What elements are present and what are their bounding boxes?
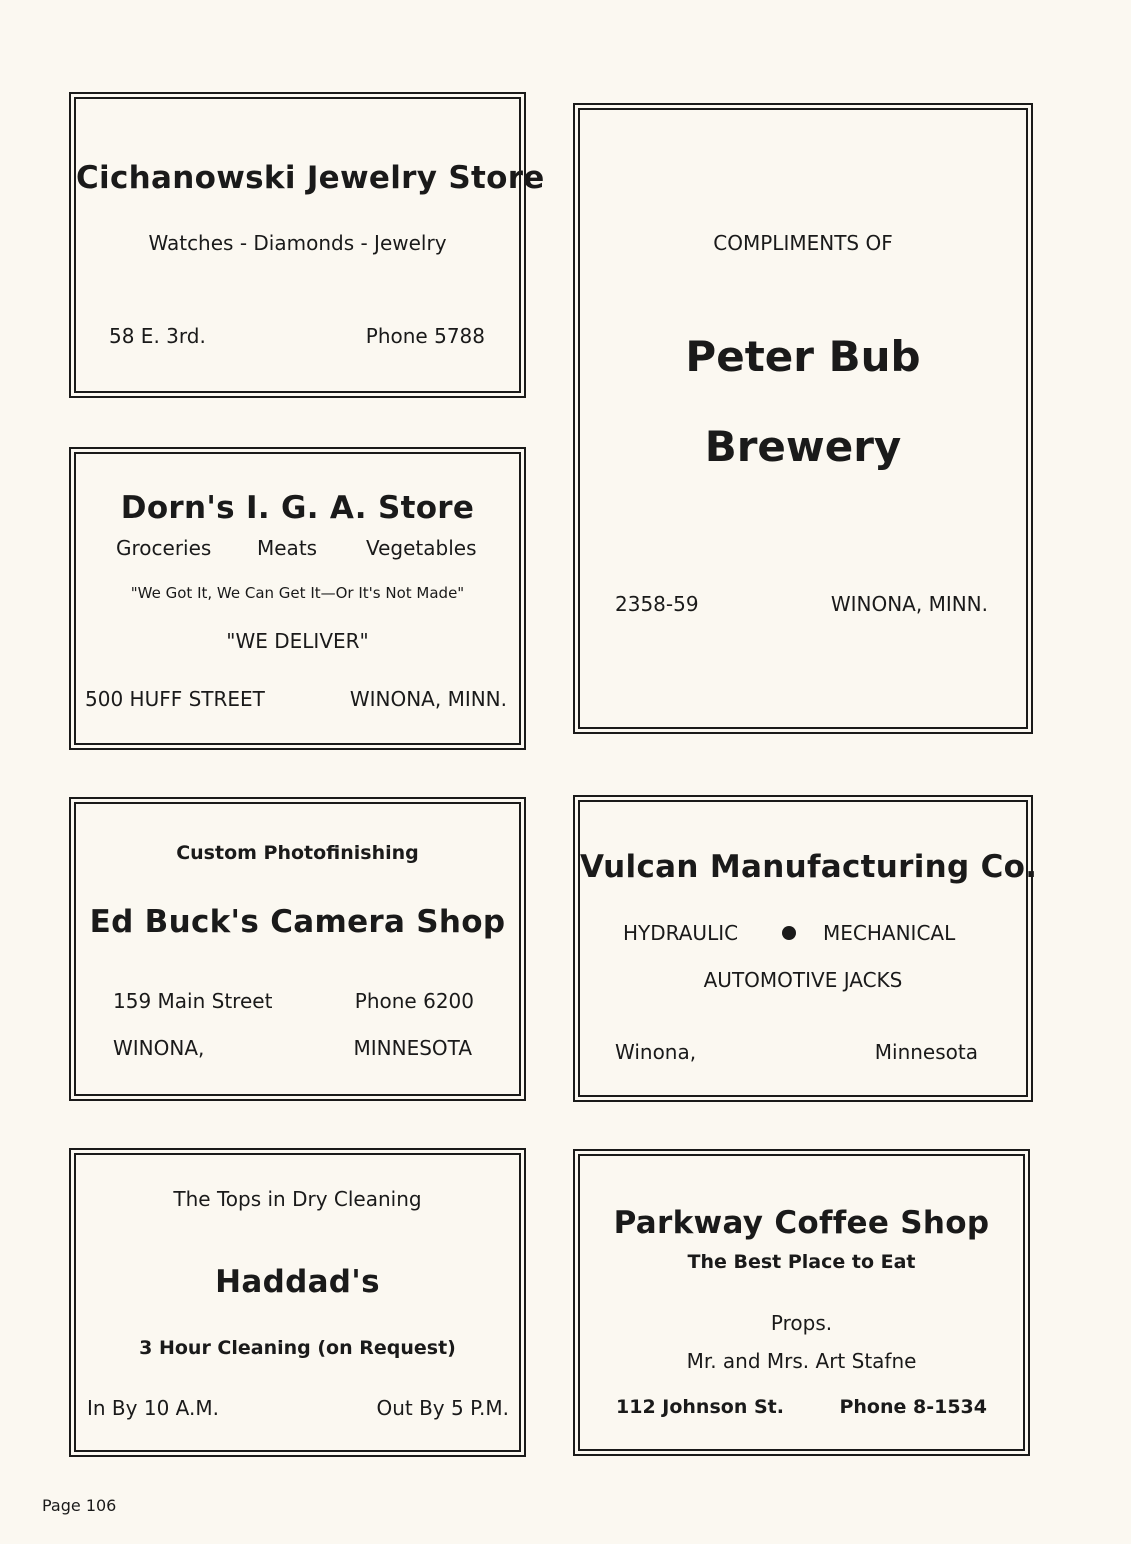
ad-title: Cichanowski Jewelry Store (76, 160, 545, 196)
ad-cichanowski-jewelry (74, 97, 545, 393)
ad-parkway-coffee-shop (578, 1154, 1025, 1451)
ad-props-label: Props. (770, 1311, 833, 1335)
ad-phone: Phone 5788 (365, 324, 485, 348)
ad-city: WINONA, (113, 1036, 205, 1060)
ad-tagline: Watches - Diamonds - Jewelry (148, 231, 447, 255)
ad-title: Dorn's I. G. A. Store (120, 490, 475, 526)
ad-city: Winona, (615, 1040, 697, 1064)
page-number: Page 106 (42, 1496, 117, 1515)
ad-line-mechanical: MECHANICAL (823, 921, 956, 945)
ad-ed-bucks-camera-shop (74, 802, 521, 1096)
ad-line-jacks: AUTOMOTIVE JACKS (703, 968, 903, 992)
ad-address: 159 Main Street (113, 989, 273, 1013)
ad-title: Vulcan Manufacturing Co. (580, 849, 1038, 885)
ad-phone: 2358-59 (615, 592, 699, 616)
ad-city: WINONA, MINN. (830, 592, 988, 616)
ad-address: 58 E. 3rd. (109, 324, 206, 348)
ad-line-hydraulic: HYDRAULIC (623, 921, 739, 945)
ad-haddads-dry-cleaning (74, 1153, 521, 1452)
ad-delivery: "WE DELIVER" (226, 629, 369, 653)
ad-city: WINONA, MINN. (349, 687, 507, 711)
ad-title-line-1: Peter Bub (685, 332, 921, 381)
ad-address: 112 Johnson St. (616, 1396, 784, 1418)
ad-phone: Phone 6200 (354, 989, 474, 1013)
ad-vulcan-manufacturing (578, 800, 1038, 1097)
ad-title: Ed Buck's Camera Shop (89, 904, 506, 940)
ad-state: MINNESOTA (353, 1036, 472, 1060)
ad-in-by: In By 10 A.M. (87, 1396, 219, 1420)
ad-title: Parkway Coffee Shop (613, 1205, 990, 1241)
ad-proprietors: Mr. and Mrs. Art Stafne (686, 1349, 917, 1373)
ad-service: 3 Hour Cleaning (on Request) (139, 1337, 456, 1359)
ad-compliments: COMPLIMENTS OF (713, 231, 893, 255)
ad-phone: Phone 8-1534 (839, 1396, 987, 1418)
ad-product-vegetables: Vegetables (366, 536, 477, 560)
ad-title: Haddad's (215, 1264, 380, 1300)
ad-dorns-iga-store (74, 452, 521, 745)
ad-tagline: The Best Place to Eat (687, 1251, 916, 1273)
ad-product-groceries: Groceries (116, 536, 212, 560)
ad-out-by: Out By 5 P.M. (376, 1396, 509, 1420)
ad-header: Custom Photofinishing (176, 842, 419, 864)
ad-product-meats: Meats (257, 536, 318, 560)
ad-peter-bub-brewery (578, 108, 1028, 729)
bullet-dot-icon (782, 926, 796, 940)
ad-title-line-2: Brewery (704, 422, 902, 471)
ad-slogan: "We Got It, We Can Get It—Or It's Not Made" (130, 584, 465, 602)
ad-header: The Tops in Dry Cleaning (173, 1187, 422, 1211)
ad-state: Minnesota (874, 1040, 978, 1064)
ad-address: 500 HUFF STREET (85, 687, 265, 711)
